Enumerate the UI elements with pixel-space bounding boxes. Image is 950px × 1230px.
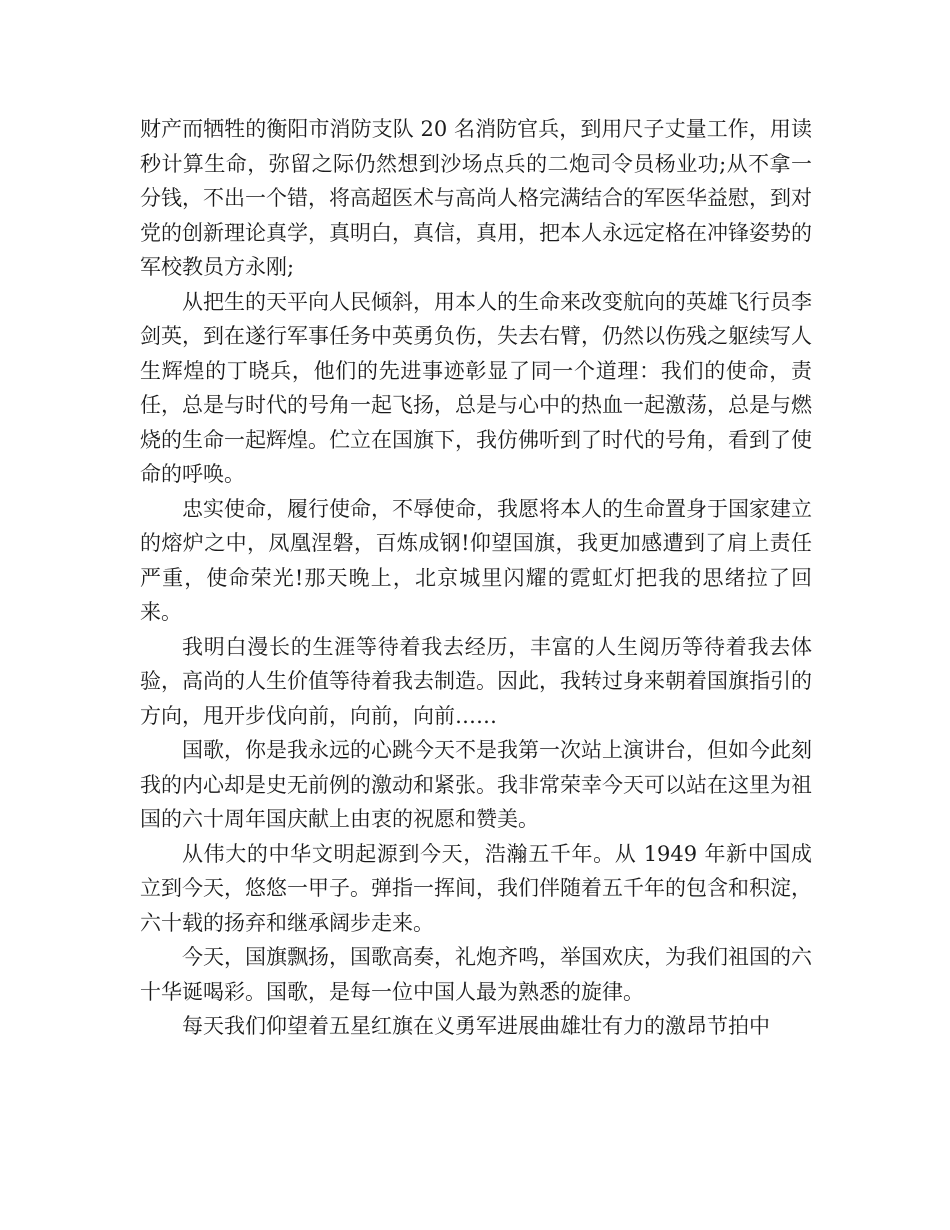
paragraph: 今天，国旗飘扬，国歌高奏，礼炮齐鸣，举国欢庆，为我们祖国的六十华诞喝彩。国歌，是每一位中国人最为熟悉的旋律。 [140, 945, 812, 1004]
paragraph: 忠实使命，履行使命，不辱使命，我愿将本人的生命置身于国家建立的熔炉之中，凤凰涅磐，百炼成钢!仰望国旗，我更加感遭到了肩上责任严重，使命荣光!那天晚上，北京城里闪耀的霓虹灯把我的思绪拉了回来。 [140, 496, 812, 624]
paragraph: 从把生的天平向人民倾斜，用本人的生命来改变航向的英雄飞行员李剑英，到在遂行军事任务中英勇负伤，失去右臂，仍然以伤残之躯续写人生辉煌的丁晓兵，他们的先进事迹彰显了同一个道理：我们的使命，责任，总是与时代的号角一起飞扬，总是与心中的热血一起激荡，总是与燃烧的生命一起辉煌。伫立在国旗下，我仿佛听到了时代的号角，看到了使命的呼唤。 [140, 289, 812, 486]
paragraph: 我明白漫长的生涯等待着我去经历，丰富的人生阅历等待着我去体验，高尚的人生价值等待着我去制造。因此，我转过身来朝着国旗指引的方向，甩开步伐向前，向前，向前…… [140, 634, 812, 728]
document-body [140, 112, 812, 1044]
paragraph: 从伟大的中华文明起源到今天，浩瀚五千年。从 1949 年新中国成立到今天，悠悠一甲子。弹指一挥间，我们伴随着五千年的包含和积淀，六十载的扬弃和继承阔步走来。 [140, 841, 812, 935]
paragraph-continued: 财产而牺牲的衡阳市消防支队 20 名消防官兵，到用尺子丈量工作，用读秒计算生命，弥留之际仍然想到沙场点兵的二炮司令员杨业功;从不拿一分钱，不出一个错，将高超医术与高尚人格完满结合的军医华益慰，到对党的创新理论真学，真明白，真信，真用，把本人永远定格在冲锋姿势的军校教员方永刚; [140, 117, 812, 279]
paragraph: 国歌，你是我永远的心跳今天不是我第一次站上演讲台，但如今此刻我的内心却是史无前例的激动和紧张。我非常荣幸今天可以站在这里为祖国的六十周年国庆献上由衷的祝愿和赞美。 [140, 738, 812, 831]
paragraph: 每天我们仰望着五星红旗在义勇军进展曲雄壮有力的激昂节拍中 [182, 1014, 770, 1038]
